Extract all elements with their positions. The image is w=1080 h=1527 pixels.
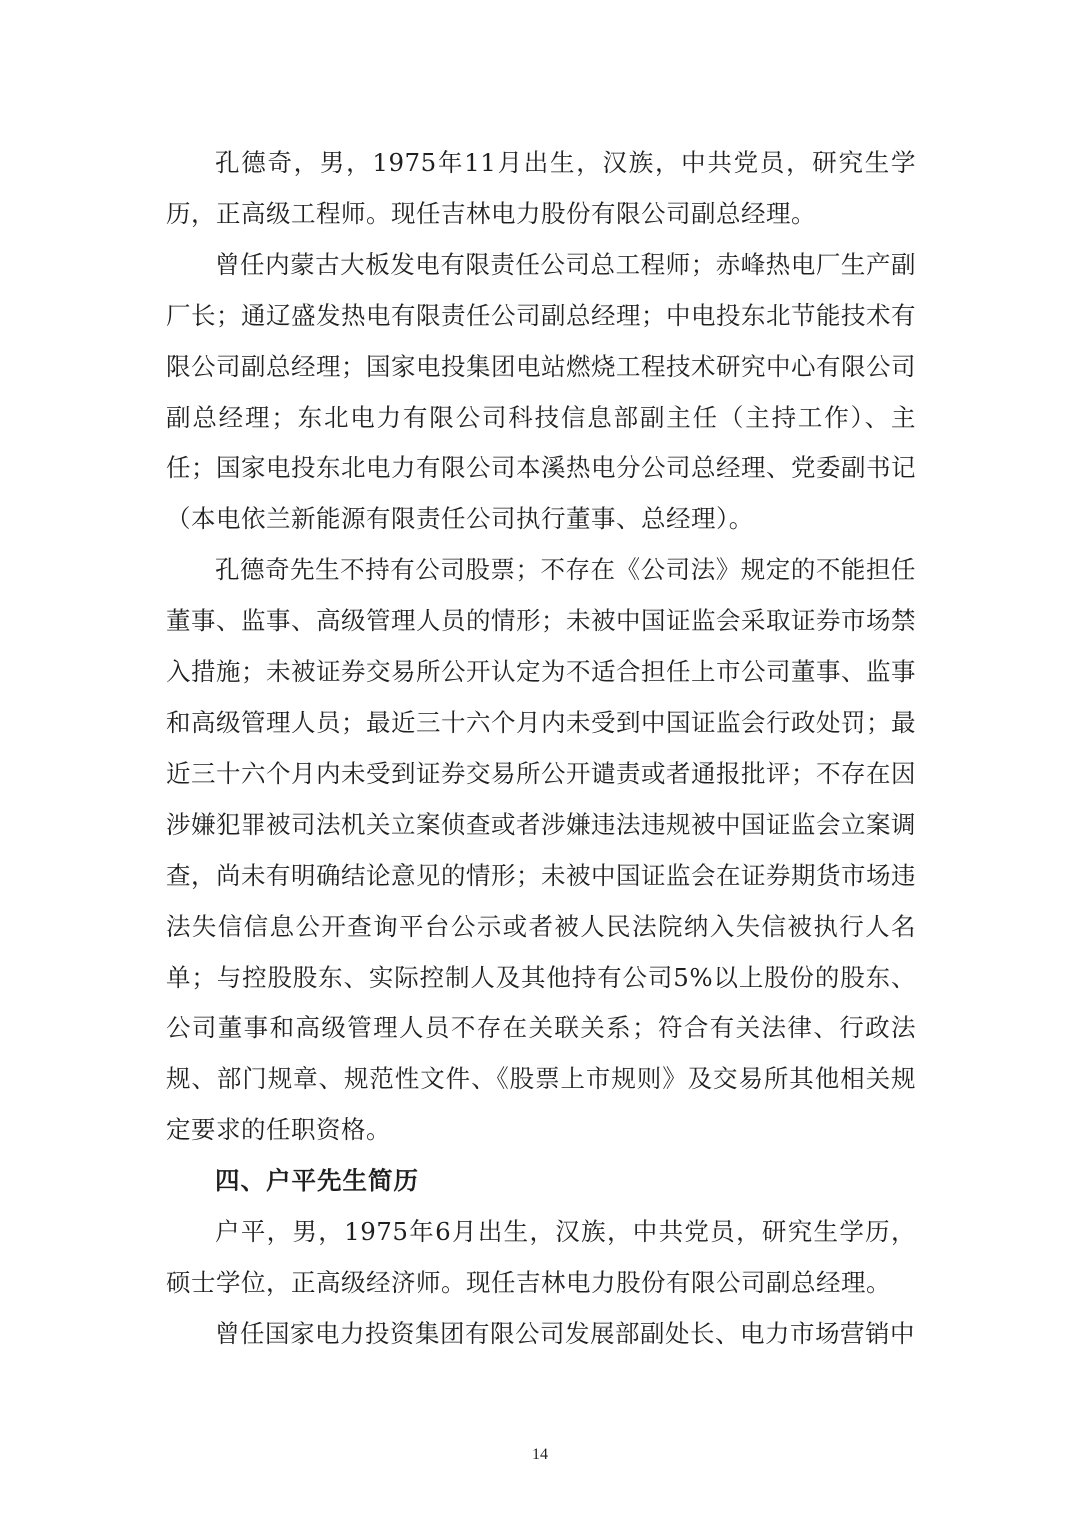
bio-paragraph-hu-career: 曾任国家电力投资集团有限公司发展部副处长、电力市场营销中 <box>215 1318 915 1348</box>
bio-paragraph-kong-compliance: 孔德奇先生不持有公司股票；不存在《公司法》规定的不能担任董事、监事、高级管理人员的情形；未被中国证监会采取证券市场禁入措施；未被证券交易所公开认定为不适合担任上市公司董事、监事和高级管理人员；最近三十六个月内未受到中国证监会行政处罚；最近三十六个月内未受到证券交易所公开谴责或者通报批评；不存在因涉嫌犯罪被司法机关立案侦查或者涉嫌违法违规被中国证监会立案调查，尚未有明确结论意见的情形；未被中国证监会在证券期货市场违法失信信息公开查询平台公示或者被人民法院纳入失信被执行人名单；与控股股东、实际控制人及其他持有公司5%以上股份的股东、公司董事和高级管理人员不存在关联关系；符合有关法律、行政法规、部门规章、规范性文件、《股票上市规则》及交易所其他相关规定要求的任职资格。 <box>166 555 916 1145</box>
document-body <box>166 138 916 1360</box>
section-heading-hu-ping: 四、户平先生简历 <box>215 1166 419 1196</box>
bio-paragraph-kong-career: 曾任内蒙古大板发电有限责任公司总工程师；赤峰热电厂生产副厂长；通辽盛发热电有限责任公司副总经理；中电投东北节能技术有限公司副总经理；国家电投集团电站燃烧工程技术研究中心有限公司副总经理；东北电力有限公司科技信息部副主任（主持工作）、主任；国家电投东北电力有限公司本溪热电分公司总经理、党委副书记（本电依兰新能源有限责任公司执行董事、总经理）。 <box>166 249 916 534</box>
bio-paragraph-hu-intro: 户平，男，1975年6月出生，汉族，中共党员，研究生学历，硕士学位，正高级经济师。现任吉林电力股份有限公司副总经理。 <box>166 1217 916 1297</box>
page-number: 14 <box>532 1446 548 1463</box>
bio-paragraph-kong-intro: 孔德奇，男，1975年11月出生，汉族，中共党员，研究生学历，正高级工程师。现任吉林电力股份有限公司副总经理。 <box>166 148 916 228</box>
